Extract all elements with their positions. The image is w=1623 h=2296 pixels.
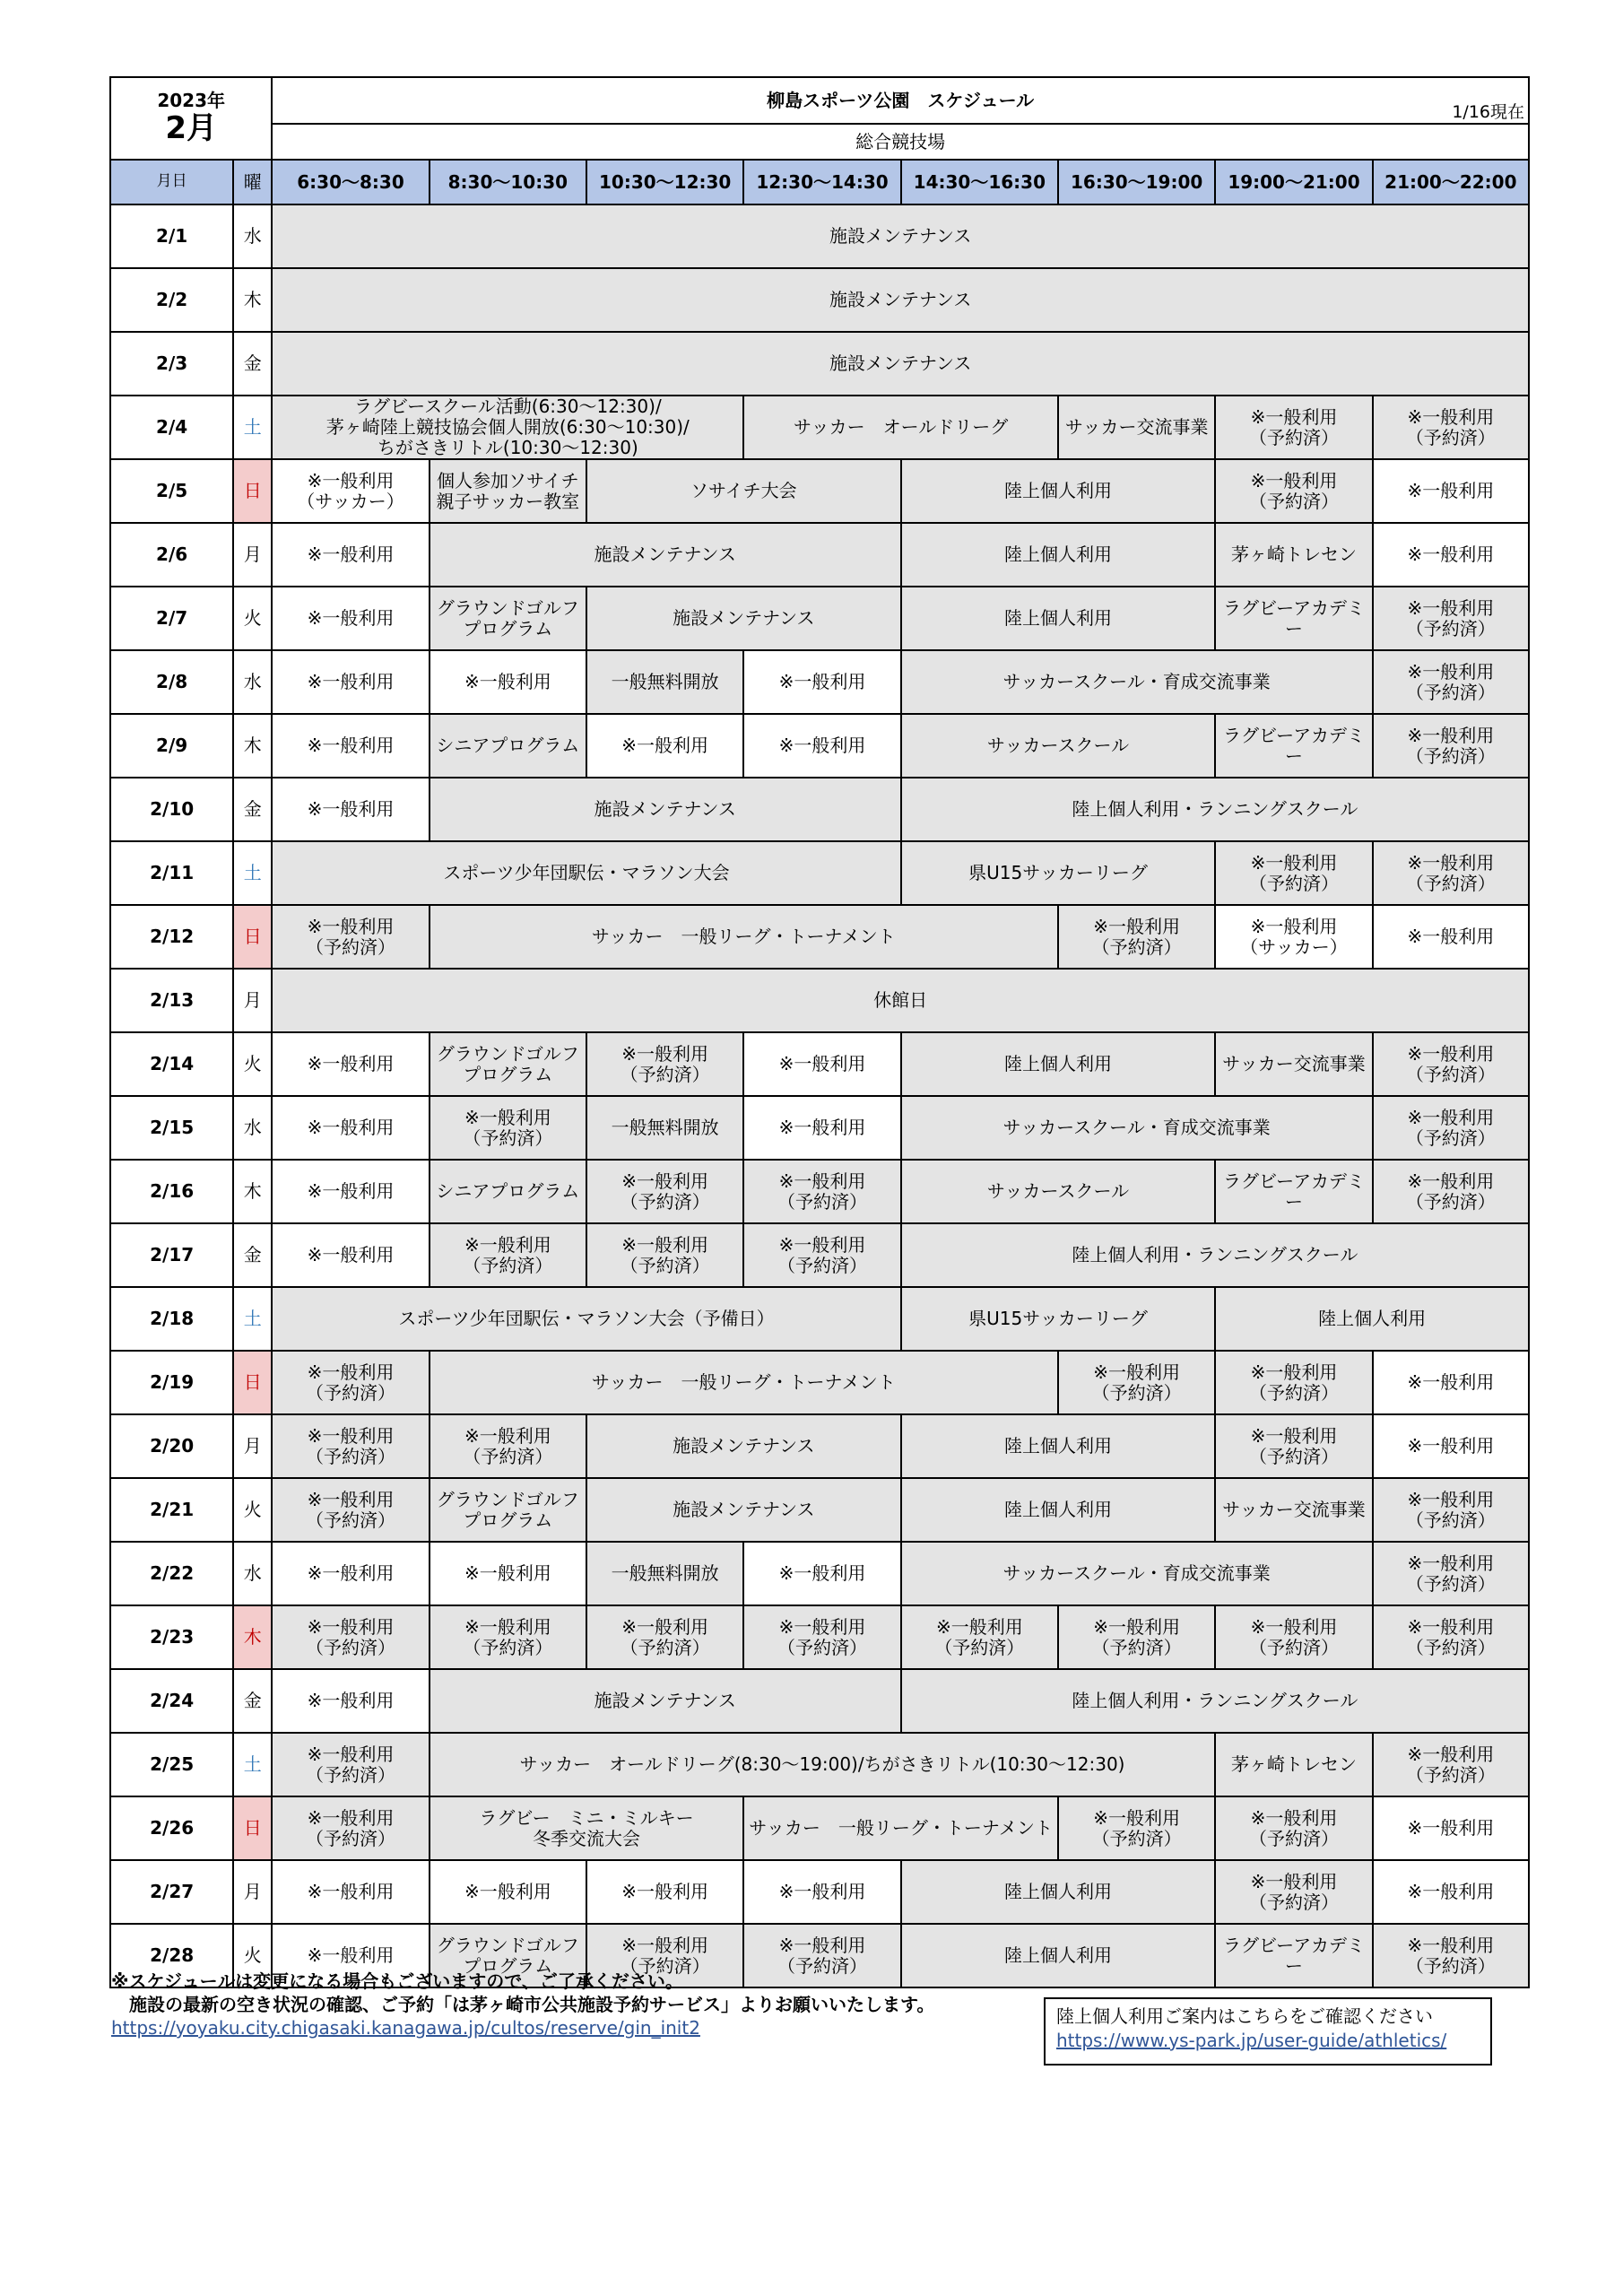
month-label: 2月 <box>165 109 217 146</box>
day-of-week-cell: 水 <box>233 1096 272 1160</box>
date-cell: 2/25 <box>110 1733 233 1796</box>
day-of-week-cell: 土 <box>233 841 272 905</box>
date-cell: 2/22 <box>110 1542 233 1605</box>
date-cell: 2/6 <box>110 523 233 587</box>
schedule-cell: ※一般利用 <box>272 778 429 841</box>
schedule-cell: ※一般利用 <box>1373 523 1529 587</box>
date-cell: 2/12 <box>110 905 233 969</box>
schedule-page <box>109 76 1530 1988</box>
schedule-cell: ※一般利用 <box>743 1542 900 1605</box>
day-row <box>110 969 1529 1032</box>
day-row <box>110 268 1529 332</box>
schedule-cell: ※一般利用 （予約済） <box>1373 650 1529 714</box>
day-of-week-cell: 月 <box>233 969 272 1032</box>
schedule-cell: 施設メンテナンス <box>586 587 901 650</box>
schedule-cell: ※一般利用 （予約済） <box>1215 459 1372 523</box>
date-cell: 2/8 <box>110 650 233 714</box>
schedule-cell: ※一般利用 （予約済） <box>743 1160 900 1223</box>
day-of-week-cell: 火 <box>233 1478 272 1542</box>
schedule-cell: ラグビースクール活動(6:30～12:30)/ 茅ヶ崎陸上競技協会個人開放(6:30～10:30)/ ちがさきリトル(10:30～12:30) <box>272 396 743 459</box>
day-row <box>110 905 1529 969</box>
date-cell: 2/5 <box>110 459 233 523</box>
schedule-cell: 陸上個人利用 <box>901 523 1216 587</box>
day-row <box>110 1351 1529 1414</box>
athletics-info-title: 陸上個人利用ご案内はこちらをご確認ください <box>1056 2005 1433 2027</box>
schedule-cell: サッカー 一般リーグ・トーナメント <box>430 1351 1058 1414</box>
day-of-week-cell: 月 <box>233 1860 272 1924</box>
day-row <box>110 778 1529 841</box>
schedule-cell: 施設メンテナンス <box>430 1669 901 1733</box>
day-of-week-cell: 火 <box>233 1924 272 1987</box>
schedule-cell: ※一般利用 <box>1373 1414 1529 1478</box>
schedule-cell: ※一般利用 （予約済） <box>743 1924 900 1987</box>
day-row <box>110 714 1529 778</box>
footer-note-change: ※スケジュールは変更になる場合もございますので、ご了承ください。 <box>111 1970 683 1992</box>
schedule-cell: サッカースクール <box>901 714 1216 778</box>
schedule-cell: ※一般利用 （予約済） <box>430 1223 586 1287</box>
schedule-cell: 茅ヶ崎トレセン <box>1215 523 1372 587</box>
schedule-cell: ラグビー ミニ・ミルキー 冬季交流大会 <box>430 1796 744 1860</box>
slot-header: 10:30～12:30 <box>586 160 743 204</box>
schedule-cell: ※一般利用 <box>743 650 900 714</box>
schedule-cell: 陸上個人利用 <box>901 587 1216 650</box>
schedule-cell: ※一般利用 <box>272 1223 429 1287</box>
schedule-cell: 陸上個人利用 <box>901 1860 1216 1924</box>
date-cell: 2/17 <box>110 1223 233 1287</box>
day-row <box>110 1605 1529 1669</box>
schedule-cell: ※一般利用 <box>1373 459 1529 523</box>
schedule-cell: 施設メンテナンス <box>586 1478 901 1542</box>
schedule-cell: ※一般利用 （予約済） <box>1373 1542 1529 1605</box>
day-row <box>110 841 1529 905</box>
schedule-cell: ※一般利用 <box>272 1542 429 1605</box>
schedule-cell: サッカースクール・育成交流事業 <box>901 1096 1373 1160</box>
day-row <box>110 332 1529 396</box>
schedule-cell: ※一般利用 （予約済） <box>1373 396 1529 459</box>
day-of-week-cell: 月 <box>233 1414 272 1478</box>
schedule-cell: 一般無料開放 <box>586 1542 743 1605</box>
day-of-week-cell: 月 <box>233 523 272 587</box>
schedule-cell: ※一般利用 <box>1373 1796 1529 1860</box>
day-row <box>110 1096 1529 1160</box>
schedule-cell: ※一般利用 <box>1373 1860 1529 1924</box>
date-cell: 2/24 <box>110 1669 233 1733</box>
date-cell: 2/26 <box>110 1796 233 1860</box>
day-of-week-cell: 水 <box>233 1542 272 1605</box>
schedule-cell: ※一般利用 （予約済） <box>586 1223 743 1287</box>
day-of-week-cell: 日 <box>233 459 272 523</box>
schedule-cell: ※一般利用 （予約済） <box>1373 714 1529 778</box>
slot-header: 12:30～14:30 <box>743 160 900 204</box>
schedule-cell: ※一般利用 <box>430 1860 586 1924</box>
schedule-cell: ラグビーアカデミー <box>1215 1924 1372 1987</box>
schedule-cell: サッカー交流事業 <box>1058 396 1215 459</box>
schedule-cell: ※一般利用 （サッカー） <box>272 459 429 523</box>
schedule-cell: ※一般利用 （予約済） <box>1058 1796 1215 1860</box>
athletics-guide-link[interactable]: https://www.ys-park.jp/user-guide/athletics/ <box>1056 2030 1447 2051</box>
schedule-cell: ※一般利用 （予約済） <box>1215 841 1372 905</box>
schedule-cell: ※一般利用 （予約済） <box>1373 841 1529 905</box>
day-row <box>110 1287 1529 1351</box>
schedule-cell: ※一般利用 <box>272 1032 429 1096</box>
schedule-cell: ※一般利用 （予約済） <box>901 1605 1058 1669</box>
schedule-cell: スポーツ少年団駅伝・マラソン大会（予備日） <box>272 1287 900 1351</box>
day-of-week-cell: 木 <box>233 268 272 332</box>
schedule-cell: ※一般利用 <box>430 650 586 714</box>
slot-header: 16:30～19:00 <box>1058 160 1215 204</box>
day-of-week-cell: 金 <box>233 332 272 396</box>
schedule-cell: ※一般利用 （予約済） <box>430 1414 586 1478</box>
schedule-cell: ラグビーアカデミー <box>1215 714 1372 778</box>
schedule-cell: 施設メンテナンス <box>430 523 901 587</box>
schedule-cell: ※一般利用 <box>586 714 743 778</box>
date-cell: 2/15 <box>110 1096 233 1160</box>
day-row <box>110 204 1529 268</box>
schedule-cell: ※一般利用 （予約済） <box>1373 1605 1529 1669</box>
day-row <box>110 459 1529 523</box>
date-cell: 2/1 <box>110 204 233 268</box>
schedule-cell: 陸上個人利用 <box>1215 1287 1529 1351</box>
date-cell: 2/27 <box>110 1860 233 1924</box>
slot-header: 21:00～22:00 <box>1373 160 1529 204</box>
schedule-cell: ※一般利用 （予約済） <box>1373 1924 1529 1987</box>
schedule-cell: ※一般利用 <box>272 1860 429 1924</box>
schedule-cell: ※一般利用 <box>272 587 429 650</box>
schedule-cell: ※一般利用 （予約済） <box>586 1605 743 1669</box>
day-of-week-cell: 日 <box>233 1796 272 1860</box>
slot-header: 8:30～10:30 <box>430 160 586 204</box>
schedule-cell: スポーツ少年団駅伝・マラソン大会 <box>272 841 900 905</box>
schedule-cell: ※一般利用 <box>743 714 900 778</box>
slot-header: 19:00～21:00 <box>1215 160 1372 204</box>
day-row <box>110 1032 1529 1096</box>
schedule-cell: ※一般利用 （予約済） <box>1373 1096 1529 1160</box>
date-cell: 2/9 <box>110 714 233 778</box>
schedule-cell: サッカー オールドリーグ <box>743 396 1058 459</box>
schedule-cell: 陸上個人利用 <box>901 1924 1216 1987</box>
date-cell: 2/23 <box>110 1605 233 1669</box>
schedule-cell: ※一般利用 （予約済） <box>1215 1351 1372 1414</box>
day-row <box>110 587 1529 650</box>
schedule-cell: サッカー オールドリーグ(8:30～19:00)/ちがさきリトル(10:30～12:30) <box>430 1733 1216 1796</box>
footer-note-reservation: 施設の最新の空き状況の確認、ご予約「は茅ヶ崎市公共施設予約サービス」よりお願いいたします。 <box>129 1994 935 2015</box>
schedule-cell: ※一般利用 （予約済） <box>1373 587 1529 650</box>
schedule-cell: ※一般利用 <box>1373 1351 1529 1414</box>
schedule-cell: ※一般利用 （予約済） <box>272 1351 429 1414</box>
date-cell: 2/20 <box>110 1414 233 1478</box>
schedule-cell: ※一般利用 （予約済） <box>272 1796 429 1860</box>
date-cell: 2/21 <box>110 1478 233 1542</box>
date-cell: 2/3 <box>110 332 233 396</box>
schedule-cell: ※一般利用 （予約済） <box>743 1605 900 1669</box>
day-of-week-cell: 金 <box>233 1223 272 1287</box>
schedule-cell: ※一般利用 （予約済） <box>272 905 429 969</box>
date-cell: 2/18 <box>110 1287 233 1351</box>
schedule-cell: ※一般利用 <box>430 1542 586 1605</box>
column-header-row <box>110 160 1529 204</box>
as-of-date: 1/16現在 <box>1452 102 1524 123</box>
schedule-cell: 一般無料開放 <box>586 650 743 714</box>
schedule-cell: ※一般利用 <box>272 1160 429 1223</box>
day-of-week-cell: 水 <box>233 204 272 268</box>
schedule-cell: ※一般利用 （予約済） <box>743 1223 900 1287</box>
day-of-week-cell: 木 <box>233 1160 272 1223</box>
schedule-cell: グラウンドゴルフ プログラム <box>430 1478 586 1542</box>
schedule-cell: 施設メンテナンス <box>272 204 1529 268</box>
schedule-cell: ※一般利用 （予約済） <box>586 1924 743 1987</box>
schedule-cell: ※一般利用 （予約済） <box>1215 1605 1372 1669</box>
schedule-cell: グラウンドゴルフ プログラム <box>430 1032 586 1096</box>
schedule-cell: ※一般利用 （予約済） <box>1215 396 1372 459</box>
date-cell: 2/4 <box>110 396 233 459</box>
slot-header: 6:30～8:30 <box>272 160 429 204</box>
schedule-cell: ラグビーアカデミー <box>1215 1160 1372 1223</box>
day-row <box>110 1542 1529 1605</box>
date-cell: 2/2 <box>110 268 233 332</box>
schedule-cell: ※一般利用 （予約済） <box>586 1160 743 1223</box>
schedule-cell: サッカー交流事業 <box>1215 1478 1372 1542</box>
schedule-cell: 休館日 <box>272 969 1529 1032</box>
day-row <box>110 1733 1529 1796</box>
date-cell: 2/14 <box>110 1032 233 1096</box>
schedule-cell: 施設メンテナンス <box>430 778 901 841</box>
date-cell: 2/10 <box>110 778 233 841</box>
schedule-cell: ※一般利用 （予約済） <box>586 1032 743 1096</box>
schedule-cell: ※一般利用 （予約済） <box>272 1414 429 1478</box>
schedule-cell: 陸上個人利用 <box>901 459 1216 523</box>
schedule-cell: 陸上個人利用・ランニングスクール <box>901 1223 1529 1287</box>
day-of-week-cell: 金 <box>233 1669 272 1733</box>
schedule-cell: サッカー 一般リーグ・トーナメント <box>430 905 1058 969</box>
schedule-cell: ※一般利用 （予約済） <box>1215 1796 1372 1860</box>
year-month-cell <box>110 77 272 160</box>
day-row <box>110 1478 1529 1542</box>
day-row <box>110 650 1529 714</box>
schedule-cell: ソサイチ大会 <box>586 459 901 523</box>
schedule-cell: ※一般利用 <box>1373 905 1529 969</box>
day-row <box>110 1160 1529 1223</box>
schedule-cell: 個人参加ソサイチ 親子サッカー教室 <box>430 459 586 523</box>
schedule-cell: ※一般利用 （予約済） <box>1373 1733 1529 1796</box>
day-row <box>110 1223 1529 1287</box>
day-row <box>110 1669 1529 1733</box>
schedule-cell: ※一般利用 <box>743 1860 900 1924</box>
schedule-cell: ※一般利用 （予約済） <box>430 1096 586 1160</box>
schedule-cell: ※一般利用 <box>272 650 429 714</box>
schedule-cell: ※一般利用 （予約済） <box>1373 1478 1529 1542</box>
schedule-cell: ※一般利用 <box>272 523 429 587</box>
reservation-link[interactable]: https://yoyaku.city.chigasaki.kanagawa.jp/cultos/reserve/gin_init2 <box>111 2017 700 2039</box>
date-cell: 2/11 <box>110 841 233 905</box>
date-cell: 2/7 <box>110 587 233 650</box>
schedule-cell: ※一般利用 （予約済） <box>430 1605 586 1669</box>
day-of-week-cell: 金 <box>233 778 272 841</box>
schedule-cell: シニアプログラム <box>430 1160 586 1223</box>
schedule-cell: サッカースクール・育成交流事業 <box>901 650 1373 714</box>
day-of-week-cell: 土 <box>233 1287 272 1351</box>
schedule-cell: ※一般利用 <box>272 714 429 778</box>
day-row <box>110 1860 1529 1924</box>
day-of-week-cell: 火 <box>233 1032 272 1096</box>
schedule-cell: ※一般利用 （予約済） <box>1373 1160 1529 1223</box>
schedule-cell: 県U15サッカーリーグ <box>901 841 1216 905</box>
schedule-cell: ※一般利用 （予約済） <box>1215 1860 1372 1924</box>
schedule-cell: サッカースクール <box>901 1160 1216 1223</box>
schedule-cell: ※一般利用 （予約済） <box>1058 1351 1215 1414</box>
schedule-cell: グラウンドゴルフ プログラム <box>430 1924 586 1987</box>
day-of-week-cell: 土 <box>233 396 272 459</box>
schedule-cell: ※一般利用 <box>272 1924 429 1987</box>
schedule-cell: サッカースクール・育成交流事業 <box>901 1542 1373 1605</box>
schedule-cell: ※一般利用 （サッカー） <box>1215 905 1372 969</box>
title-cell <box>272 77 1529 124</box>
date-cell: 2/28 <box>110 1924 233 1987</box>
day-row <box>110 1796 1529 1860</box>
date-cell: 2/13 <box>110 969 233 1032</box>
schedule-cell: 陸上個人利用 <box>901 1414 1216 1478</box>
date-column-header: 月日 <box>110 160 233 204</box>
schedule-cell: サッカー 一般リーグ・トーナメント <box>743 1796 1058 1860</box>
schedule-cell: 陸上個人利用 <box>901 1032 1216 1096</box>
schedule-cell: ラグビーアカデミー <box>1215 587 1372 650</box>
day-of-week-cell: 水 <box>233 650 272 714</box>
schedule-cell: ※一般利用 （予約済） <box>272 1605 429 1669</box>
day-of-week-cell: 木 <box>233 714 272 778</box>
day-row <box>110 396 1529 459</box>
schedule-cell: 施設メンテナンス <box>586 1414 901 1478</box>
day-of-week-cell: 木 <box>233 1605 272 1669</box>
schedule-cell: 県U15サッカーリーグ <box>901 1287 1216 1351</box>
schedule-cell: 施設メンテナンス <box>272 268 1529 332</box>
day-of-week-cell: 火 <box>233 587 272 650</box>
schedule-cell: ※一般利用 （予約済） <box>272 1733 429 1796</box>
day-of-week-cell: 日 <box>233 1351 272 1414</box>
schedule-cell: 陸上個人利用 <box>901 1478 1216 1542</box>
schedule-cell: ※一般利用 <box>586 1860 743 1924</box>
schedule-cell: 施設メンテナンス <box>272 332 1529 396</box>
venue-name: 総合競技場 <box>272 124 1529 160</box>
page-title: 柳島スポーツ公園 スケジュール <box>767 89 1035 111</box>
schedule-cell: グラウンドゴルフ プログラム <box>430 587 586 650</box>
schedule-cell: ※一般利用 （予約済） <box>1373 1032 1529 1096</box>
schedule-cell: シニアプログラム <box>430 714 586 778</box>
schedule-cell: ※一般利用 （予約済） <box>1058 905 1215 969</box>
athletics-info-box <box>1044 1997 1492 2066</box>
footer-notes <box>111 1970 934 2039</box>
schedule-cell: 陸上個人利用・ランニングスクール <box>901 778 1529 841</box>
schedule-cell: 茅ヶ崎トレセン <box>1215 1733 1372 1796</box>
date-cell: 2/16 <box>110 1160 233 1223</box>
schedule-cell: 一般無料開放 <box>586 1096 743 1160</box>
day-of-week-cell: 日 <box>233 905 272 969</box>
schedule-cell: ※一般利用 （予約済） <box>1058 1605 1215 1669</box>
schedule-cell: サッカー交流事業 <box>1215 1032 1372 1096</box>
schedule-cell: ※一般利用 <box>743 1032 900 1096</box>
slot-header: 14:30～16:30 <box>901 160 1058 204</box>
day-row <box>110 1414 1529 1478</box>
schedule-cell: ※一般利用 <box>743 1096 900 1160</box>
schedule-cell: ※一般利用 （予約済） <box>1215 1414 1372 1478</box>
day-row <box>110 523 1529 587</box>
schedule-cell: ※一般利用 <box>272 1096 429 1160</box>
schedule-cell: ※一般利用 （予約済） <box>272 1478 429 1542</box>
dow-column-header: 曜 <box>233 160 272 204</box>
day-of-week-cell: 土 <box>233 1733 272 1796</box>
schedule-table <box>109 76 1530 1988</box>
schedule-cell: ※一般利用 <box>272 1669 429 1733</box>
date-cell: 2/19 <box>110 1351 233 1414</box>
schedule-cell: 陸上個人利用・ランニングスクール <box>901 1669 1529 1733</box>
year-label: 2023年 <box>157 89 225 111</box>
